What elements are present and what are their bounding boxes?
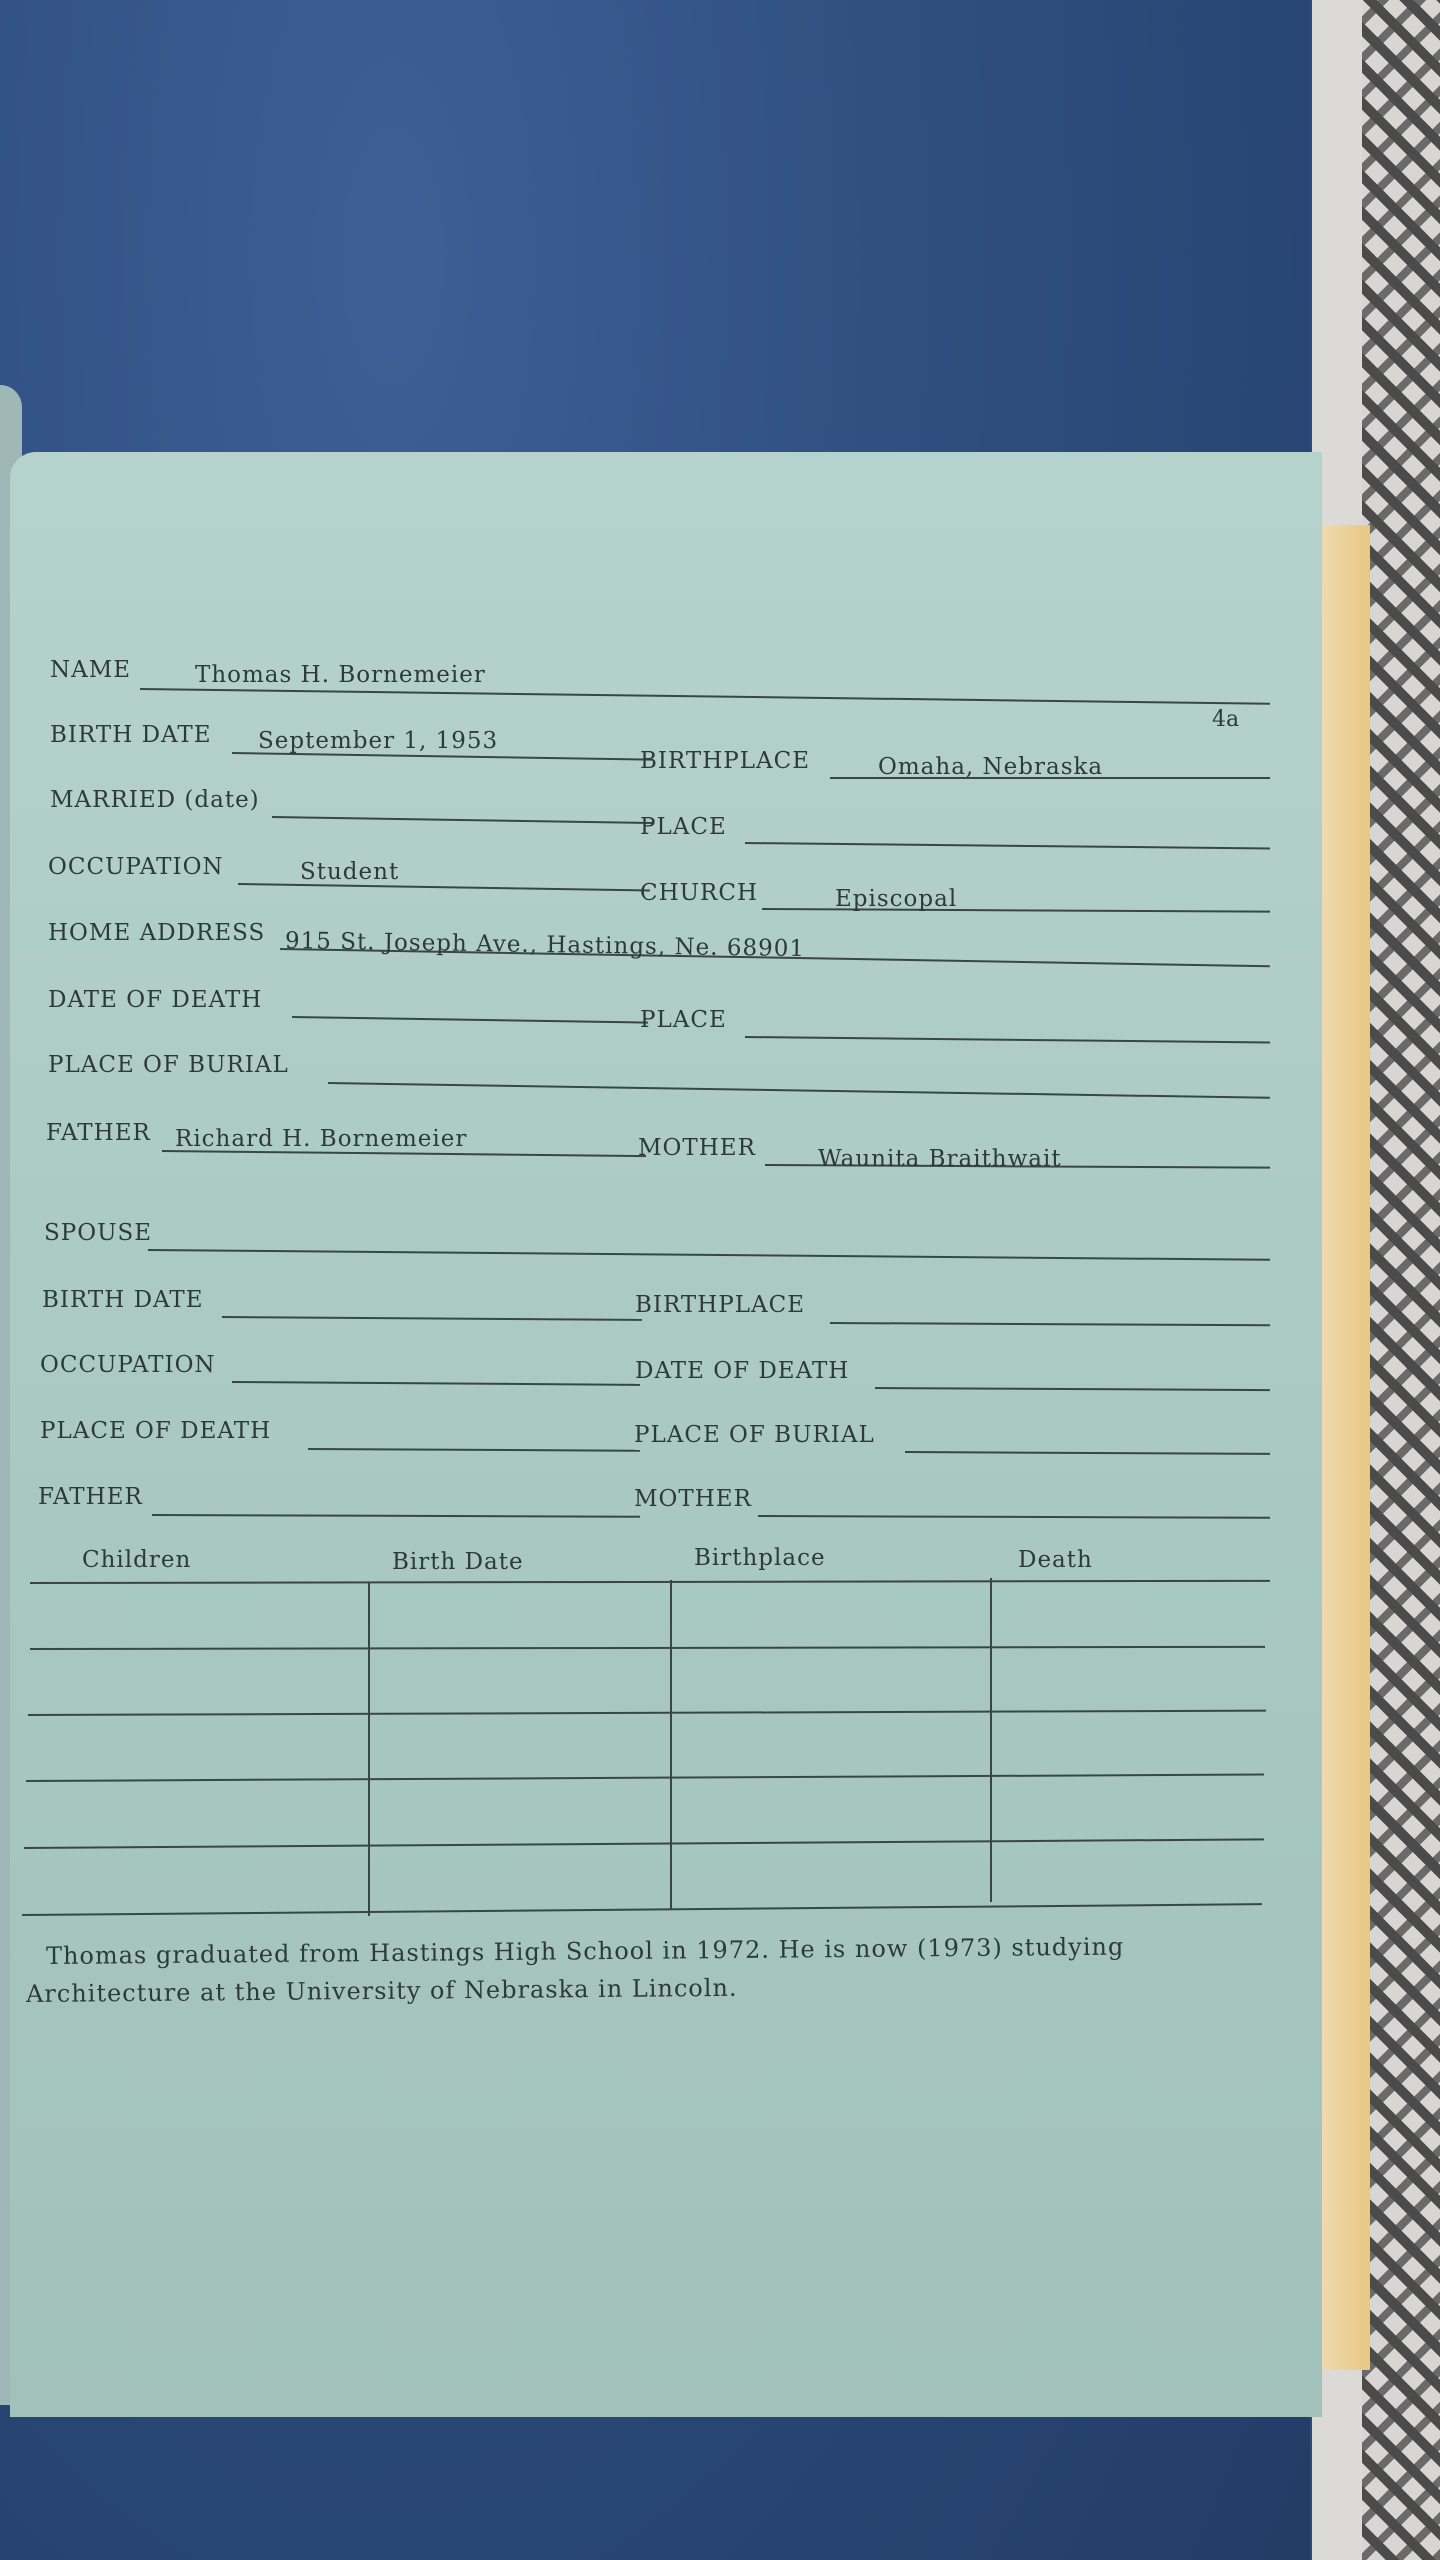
col-children: Children (82, 1547, 192, 1573)
table-row-line (24, 1838, 1264, 1849)
spouse-place-of-burial-label: PLACE OF BURIAL (634, 1422, 875, 1448)
church-label: CHURCH (640, 880, 759, 906)
spouse-mother-line (758, 1515, 1270, 1519)
genealogy-form-page (10, 452, 1322, 2417)
name-value: Thomas H. Bornemeier (195, 662, 486, 688)
place-of-burial-label: PLACE OF BURIAL (48, 1052, 289, 1078)
spouse-date-of-death-line (875, 1387, 1270, 1391)
father-value: Richard H. Bornemeier (175, 1126, 468, 1152)
death-place-label: PLACE (640, 1007, 727, 1033)
spouse-place-of-death-label: PLACE OF DEATH (40, 1418, 272, 1444)
table-row-line (30, 1646, 1265, 1650)
table-row-line (28, 1710, 1266, 1716)
spouse-place-of-death-line (308, 1448, 640, 1452)
page-number: 4a (1212, 707, 1240, 732)
married-place-line (745, 842, 1270, 849)
col-death: Death (1018, 1547, 1093, 1573)
spouse-birthplace-label: BIRTHPLACE (635, 1292, 806, 1318)
occupation-label: OCCUPATION (48, 854, 224, 880)
spouse-occupation-label: OCCUPATION (40, 1352, 216, 1378)
occupation-value: Student (300, 859, 400, 885)
home-address-value: 915 St. Joseph Ave., Hastings, Ne. 68901 (284, 928, 806, 963)
place-of-burial-line (328, 1082, 1270, 1099)
spouse-date-of-death-label: DATE OF DEATH (635, 1358, 850, 1384)
spouse-father-label: FATHER (38, 1484, 143, 1510)
table-row-line (26, 1774, 1264, 1782)
father-label: FATHER (46, 1120, 151, 1146)
mother-value: Waunita Braithwait (818, 1146, 1062, 1172)
biography-note-line-2: Architecture at the University of Nebraska in Lincoln. (25, 1973, 738, 2008)
birth-date-label: BIRTH DATE (50, 722, 212, 748)
birth-date-value: September 1, 1953 (258, 728, 499, 754)
col-birthplace: Birthplace (694, 1545, 826, 1571)
table-row-line (30, 1580, 1270, 1584)
married-label: MARRIED (date) (50, 787, 260, 813)
name-label: NAME (50, 657, 132, 683)
married-line (272, 816, 652, 824)
table-row-line (22, 1903, 1262, 1916)
birthplace-label: BIRTHPLACE (640, 748, 811, 774)
mother-label: MOTHER (638, 1135, 756, 1161)
spouse-occupation-line (232, 1381, 640, 1386)
death-place-line (745, 1036, 1270, 1043)
birthplace-value: Omaha, Nebraska (878, 754, 1104, 780)
spouse-birth-date-line (222, 1316, 642, 1321)
married-place-label: PLACE (640, 814, 727, 840)
name-line (140, 688, 1270, 705)
spouse-label: SPOUSE (44, 1220, 153, 1246)
table-column-line (670, 1580, 672, 1910)
spouse-mother-label: MOTHER (634, 1486, 752, 1512)
date-of-death-line (292, 1016, 648, 1024)
home-address-label: HOME ADDRESS (48, 920, 266, 946)
spouse-birth-date-label: BIRTH DATE (42, 1287, 204, 1313)
col-birth-date: Birth Date (392, 1549, 524, 1575)
table-column-line (990, 1578, 992, 1902)
spouse-birthplace-line (830, 1322, 1270, 1326)
church-value: Episcopal (835, 886, 958, 912)
biography-note-line-1: Thomas graduated from Hastings High School in 1972. He is now (1973) studying (45, 1932, 1125, 1970)
spouse-place-of-burial-line (905, 1451, 1270, 1455)
table-column-line (368, 1582, 370, 1916)
spouse-father-line (152, 1514, 640, 1518)
date-of-death-label: DATE OF DEATH (48, 987, 263, 1013)
spouse-line (148, 1249, 1270, 1261)
